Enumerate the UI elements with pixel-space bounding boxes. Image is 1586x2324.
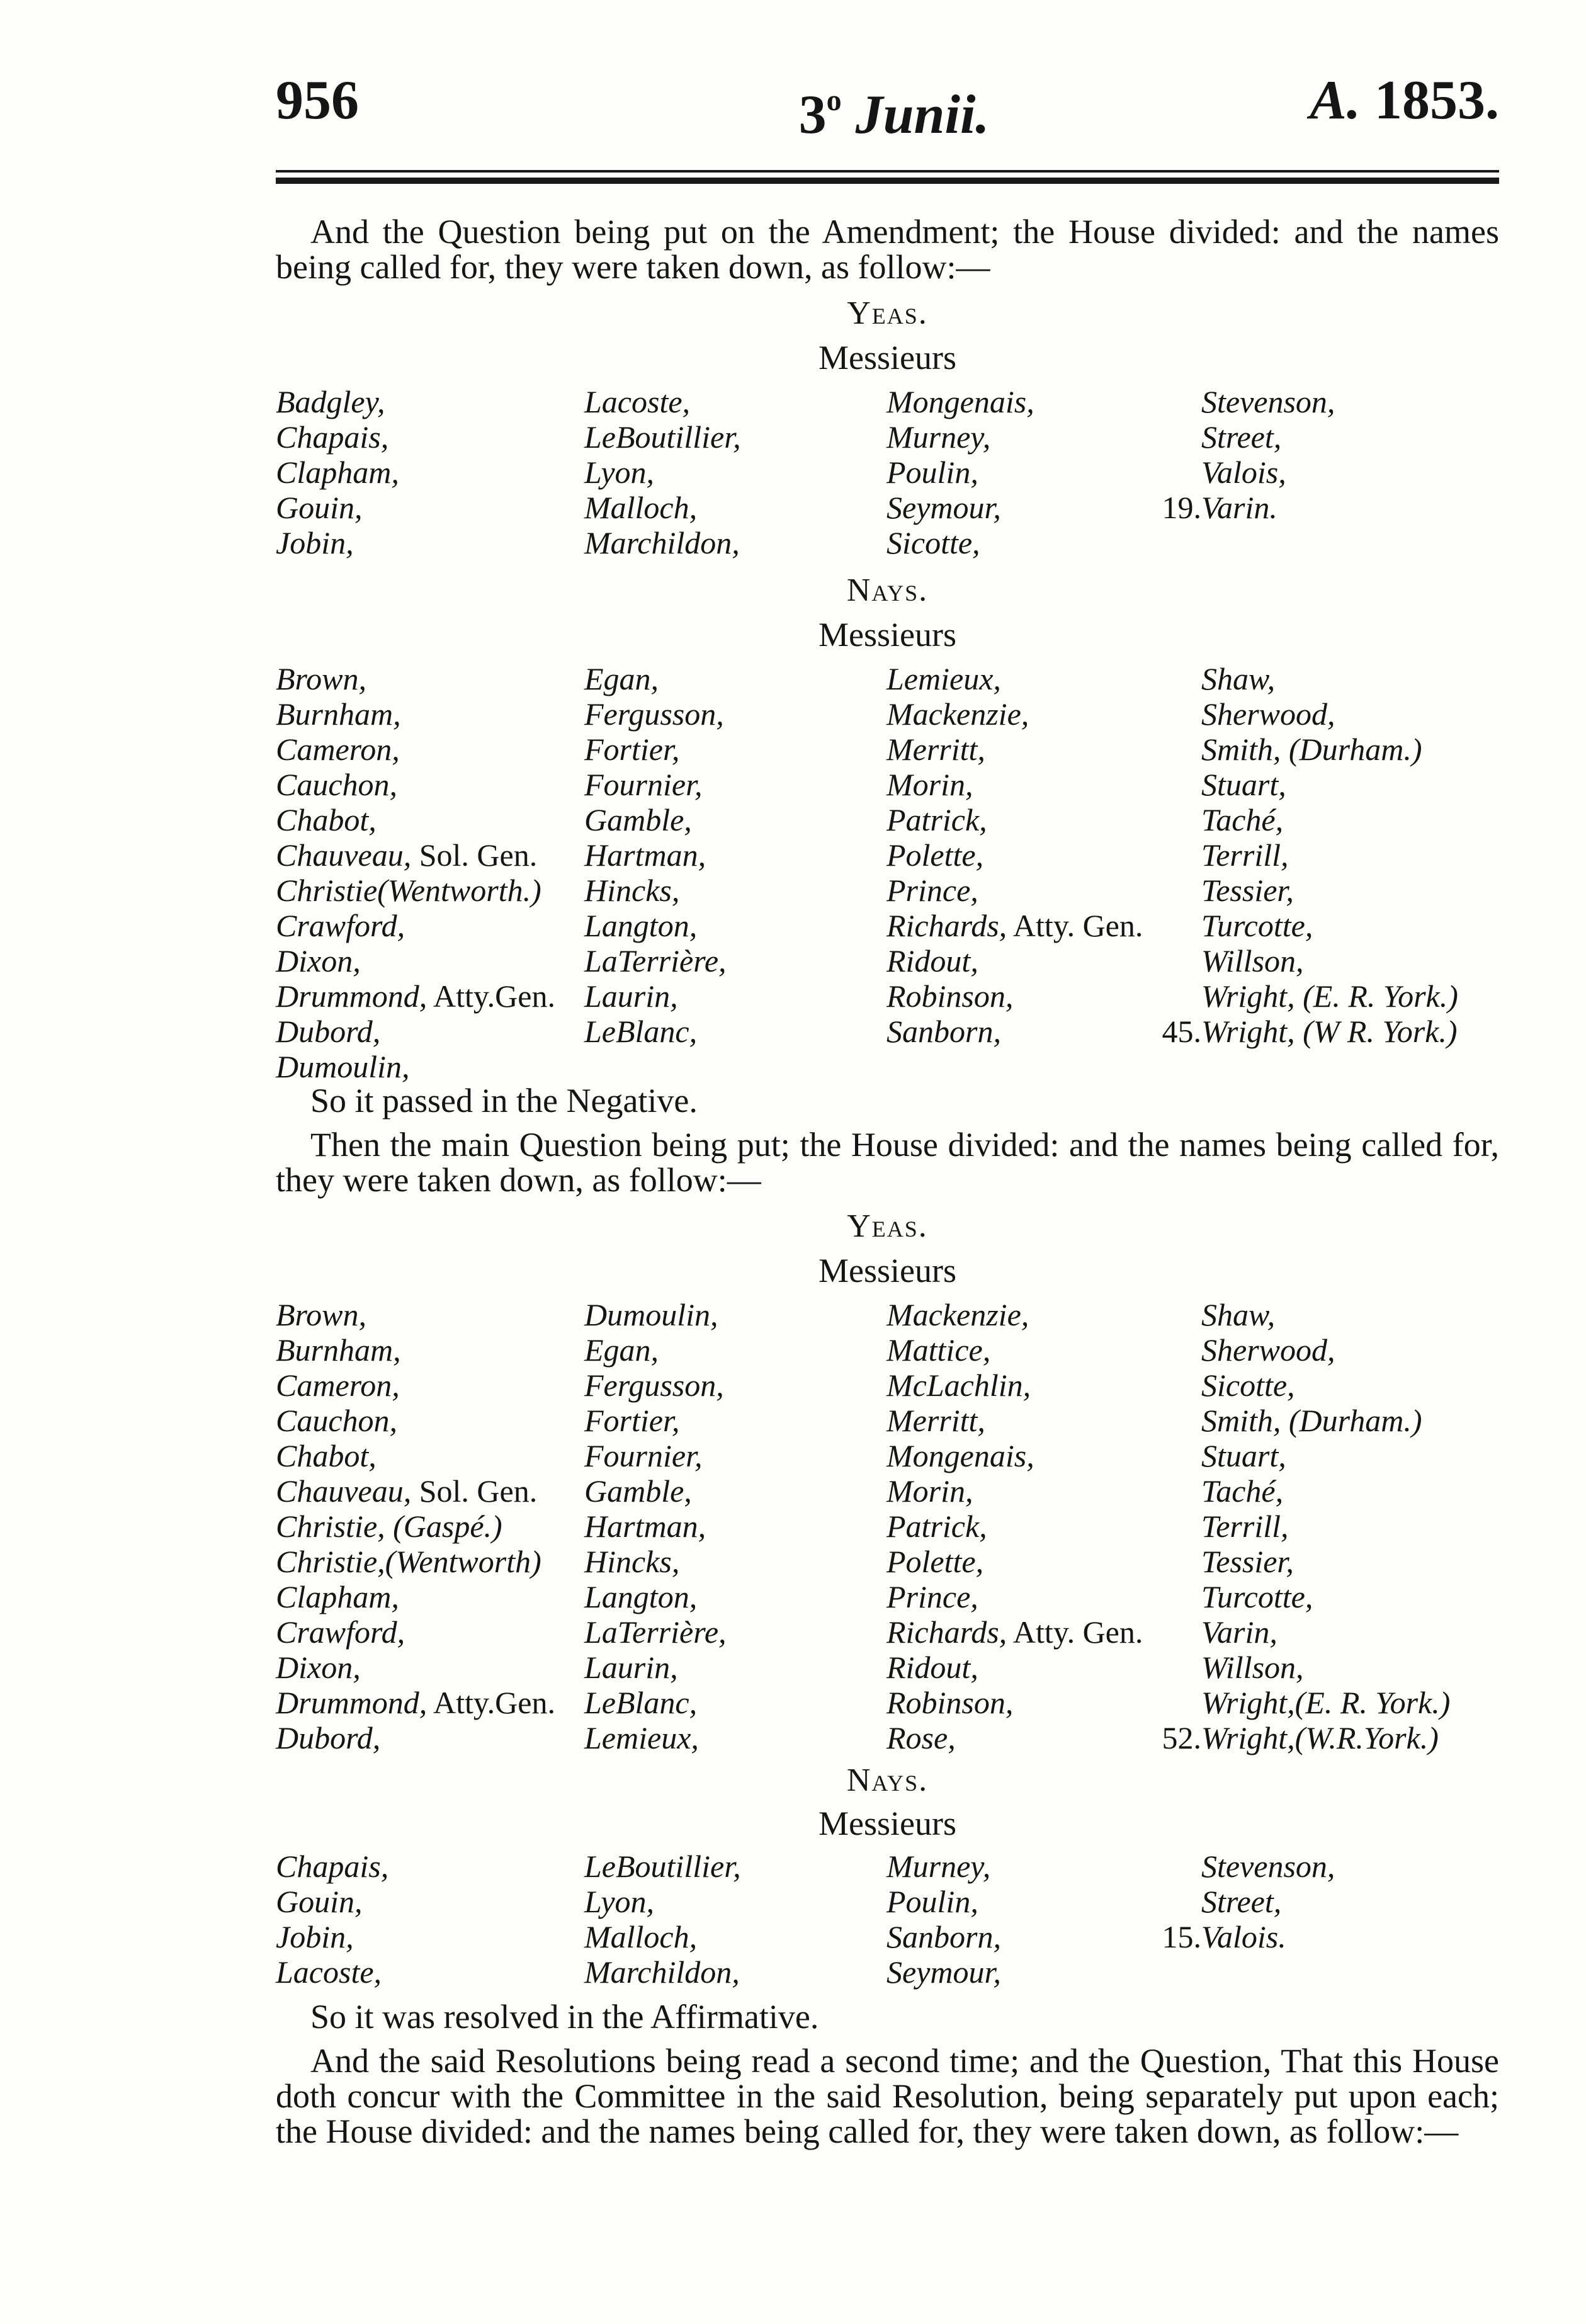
div2-nays-subheading: Messieurs — [818, 1805, 956, 1842]
intro-text-amendment: And the Question being put on the Amendment; the House divided: and the names being called for, they were taken down, as follow:— — [276, 213, 1499, 286]
voter-name: Wright, (E. R. York.) — [1201, 978, 1458, 1014]
voter-column-c2 — [584, 1297, 886, 1755]
voter-name: Fortier, — [584, 732, 680, 767]
voter-name: Mongenais, — [886, 1438, 1034, 1473]
vote-total: 15. — [1162, 1919, 1201, 1954]
office-title: Sol. Gen. — [411, 837, 538, 873]
voter-name: Crawford, — [276, 908, 405, 943]
voter-name: Jobin, — [276, 525, 354, 560]
voter-name: Gouin, — [276, 1884, 363, 1919]
voter-name: Crawford, — [276, 1614, 405, 1650]
voter-name: Egan, — [584, 661, 659, 696]
voter-column-c4 — [1151, 1849, 1504, 1954]
voter-name: Lyon, — [584, 455, 655, 490]
div1-yeas-subheading: Messieurs — [818, 339, 956, 377]
voter-name: Ridout, — [886, 1650, 978, 1685]
voter-name: Smith, (Durham.) — [1201, 1403, 1422, 1438]
vote-total: 19. — [1162, 490, 1201, 525]
voter-name: Hartman, — [584, 1509, 706, 1544]
voter-name: Gamble, — [584, 1473, 692, 1509]
voter-name: Fortier, — [584, 1403, 680, 1438]
voter-name: Stevenson, — [1201, 1849, 1335, 1884]
voter-name: Valois, — [1201, 455, 1286, 490]
voter-column-c1 — [276, 1849, 584, 1990]
voter-column-c4 — [1151, 1297, 1504, 1755]
voter-name: Stevenson, — [1201, 384, 1335, 419]
voter-name: Laurin, — [584, 978, 678, 1014]
voter-name: Badgley, — [276, 384, 385, 419]
voter-name: 52.Wright,(W.R.York.) — [1162, 1720, 1439, 1755]
voter-name: Cameron, — [276, 1368, 400, 1403]
voter-name: Cauchon, — [276, 767, 398, 802]
voter-name: Mackenzie, — [886, 696, 1029, 732]
voter-name: Patrick, — [886, 802, 987, 837]
voter-name: Seymour, — [886, 490, 1001, 525]
voter-name: Merritt, — [886, 1403, 985, 1438]
voter-name: Prince, — [886, 1579, 978, 1614]
voter-name: Hartman, — [584, 837, 706, 873]
voter-name: Robinson, — [886, 1685, 1014, 1720]
office-title: Sol. Gen. — [411, 1473, 538, 1509]
voter-name: McLachlin, — [886, 1368, 1031, 1403]
voter-name: Dubord, — [276, 1720, 381, 1755]
voter-name: Marchildon, — [584, 1954, 740, 1990]
voter-name: Stuart, — [1201, 767, 1286, 802]
voter-name: Lacoste, — [276, 1954, 382, 1990]
voter-name: Terrill, — [1201, 837, 1289, 873]
header-rule-thin — [276, 170, 1499, 173]
voter-name: Fergusson, — [584, 1368, 724, 1403]
div1-result — [276, 1083, 1499, 1118]
voter-column-c2 — [584, 661, 886, 1049]
voter-name: Lacoste, — [584, 384, 691, 419]
voter-name: Shaw, — [1201, 1297, 1276, 1332]
voter-name: Gouin, — [276, 490, 363, 525]
voter-name: Willson, — [1201, 1650, 1304, 1685]
voter-name: Varin, — [1201, 1614, 1277, 1650]
voter-name: Murney, — [886, 1849, 991, 1884]
voter-name: Dixon, — [276, 1650, 361, 1685]
voter-name: Fournier, — [584, 767, 703, 802]
voter-name: 19.Varin. — [1162, 490, 1277, 525]
office-title: Atty.Gen. — [427, 978, 555, 1014]
voter-name: Merritt, — [886, 732, 985, 767]
voter-name: Willson, — [1201, 943, 1304, 978]
intro-text-main-question: Then the main Question being put; the House divided: and the names being called for, they were taken down, as follow:— — [276, 1126, 1499, 1199]
voter-name: LeBoutillier, — [584, 1849, 741, 1884]
office-title: Atty. Gen. — [1007, 908, 1143, 943]
voter-name: Christie, (Gaspé.) — [276, 1509, 502, 1544]
voter-name: Patrick, — [886, 1509, 987, 1544]
voter-name: Brown, — [276, 661, 366, 696]
voter-name: Burnham, — [276, 696, 401, 732]
header-rule-thick — [276, 178, 1499, 184]
voter-column-c1 — [276, 384, 584, 560]
div2-nays-heading: Nays. — [846, 1762, 929, 1798]
page-number: 956 — [276, 70, 359, 131]
voter-name: Chauveau, Sol. Gen. — [276, 837, 538, 873]
voter-name: Cameron, — [276, 732, 400, 767]
voter-name: Jobin, — [276, 1919, 354, 1954]
voter-name: Sanborn, — [886, 1919, 1001, 1954]
voter-name: Terrill, — [1201, 1509, 1289, 1544]
voter-name: Stuart, — [1201, 1438, 1286, 1473]
voter-name: Murney, — [886, 419, 991, 455]
intro-paragraph-amendment — [276, 214, 1499, 285]
voter-name: Mattice, — [886, 1332, 991, 1368]
voter-name: Dubord, — [276, 1014, 381, 1049]
closing-paragraph — [276, 2043, 1499, 2149]
voter-name: Drummond, Atty.Gen. — [276, 978, 555, 1014]
voter-name: Wright,(E. R. York.) — [1201, 1685, 1451, 1720]
voter-name: Malloch, — [584, 490, 698, 525]
voter-name: LaTerrière, — [584, 1614, 727, 1650]
voter-column-c1 — [276, 1297, 584, 1755]
voter-name: Mongenais, — [886, 384, 1034, 419]
voter-name: Lyon, — [584, 1884, 655, 1919]
voter-name: Turcotte, — [1201, 908, 1313, 943]
voter-name: Dumoulin, — [276, 1049, 410, 1084]
voter-name: Turcotte, — [1201, 1579, 1313, 1614]
voter-column-c4 — [1151, 384, 1504, 525]
voter-name: Malloch, — [584, 1919, 698, 1954]
voter-name: Robinson, — [886, 978, 1014, 1014]
voter-name: Langton, — [584, 908, 698, 943]
voter-name: Polette, — [886, 1544, 984, 1579]
voter-name: Shaw, — [1201, 661, 1276, 696]
voter-name: Richards, Atty. Gen. — [886, 908, 1143, 943]
voter-name: Street, — [1201, 1884, 1282, 1919]
voter-name: LeBlanc, — [584, 1014, 698, 1049]
voter-name: 15.Valois. — [1162, 1919, 1286, 1954]
voter-name: Sherwood, — [1201, 1332, 1335, 1368]
voter-name: LeBoutillier, — [584, 419, 741, 455]
voter-name: Sanborn, — [886, 1014, 1001, 1049]
div2-result — [276, 1999, 1499, 2034]
voter-name: Clapham, — [276, 455, 399, 490]
voter-name: Chabot, — [276, 1438, 377, 1473]
voter-name: Sherwood, — [1201, 696, 1335, 732]
voter-name: Chabot, — [276, 802, 377, 837]
voter-name: Prince, — [886, 873, 978, 908]
voter-name: Taché, — [1201, 802, 1284, 837]
div1-result-text: So it passed in the Negative. — [310, 1082, 698, 1119]
year-prefix: A. — [1310, 70, 1361, 131]
voter-name: LaTerrière, — [584, 943, 727, 978]
div1-yeas-heading: Yeas. — [847, 295, 928, 331]
div1-nays-subheading: Messieurs — [818, 616, 956, 654]
voter-name: Rose, — [886, 1720, 956, 1755]
div1-nays-heading: Nays. — [846, 572, 929, 608]
voter-name: Richards, Atty. Gen. — [886, 1614, 1143, 1650]
voter-name: Lemieux, — [886, 661, 1001, 696]
voter-name: Drummond, Atty.Gen. — [276, 1685, 555, 1720]
voter-name: Chauveau, Sol. Gen. — [276, 1473, 538, 1509]
office-title: Atty.Gen. — [427, 1685, 555, 1720]
voter-name: Dixon, — [276, 943, 361, 978]
page-date — [762, 63, 1026, 145]
vote-total: 52. — [1162, 1720, 1201, 1755]
voter-name: Morin, — [886, 1473, 973, 1509]
voter-name: Seymour, — [886, 1954, 1001, 1990]
voter-name: Chapais, — [276, 1849, 389, 1884]
date-ordinal: 3 — [798, 84, 827, 145]
div2-yeas-subheading: Messieurs — [818, 1252, 956, 1290]
closing-text: And the said Resolutions being read a second time; and the Question, That this House doth concur with the Committee in the said Resolution, being separately put upon each; the House divided: and the names being called for, they were taken down, as follow:— — [276, 2042, 1499, 2150]
vote-total: 45. — [1162, 1014, 1201, 1049]
voter-column-c2 — [584, 384, 886, 560]
voter-name: Laurin, — [584, 1650, 678, 1685]
voter-column-c1 — [276, 661, 584, 1084]
voter-column-c2 — [584, 1849, 886, 1990]
voter-name: Street, — [1201, 419, 1282, 455]
voter-name: Mackenzie, — [886, 1297, 1029, 1332]
intro-paragraph-main-question — [276, 1127, 1499, 1198]
voter-name: Burnham, — [276, 1332, 401, 1368]
voter-column-c4 — [1151, 661, 1504, 1049]
voter-name: Clapham, — [276, 1579, 399, 1614]
year-value: 1853. — [1374, 70, 1499, 131]
office-title: Atty. Gen. — [1007, 1614, 1143, 1650]
voter-name: Sicotte, — [886, 525, 980, 560]
voter-name: Hincks, — [584, 873, 680, 908]
div2-yeas-heading: Yeas. — [847, 1208, 928, 1244]
voter-name: Lemieux, — [584, 1720, 699, 1755]
voter-name: Langton, — [584, 1579, 698, 1614]
page-year — [1310, 63, 1499, 139]
voter-name: Marchildon, — [584, 525, 740, 560]
voter-name: Gamble, — [584, 802, 692, 837]
voter-name: Taché, — [1201, 1473, 1284, 1509]
voter-name: Brown, — [276, 1297, 366, 1332]
voter-name: Smith, (Durham.) — [1201, 732, 1422, 767]
voter-name: Chapais, — [276, 419, 389, 455]
date-superscript: o — [826, 84, 842, 117]
voter-name: Hincks, — [584, 1544, 680, 1579]
voter-name: Cauchon, — [276, 1403, 398, 1438]
voter-name: Egan, — [584, 1332, 659, 1368]
voter-name: Fergusson, — [584, 696, 724, 732]
voter-name: Ridout, — [886, 943, 978, 978]
voter-name: Dumoulin, — [584, 1297, 718, 1332]
voter-name: Poulin, — [886, 1884, 978, 1919]
voter-name: Tessier, — [1201, 873, 1294, 908]
div2-result-text: So it was resolved in the Affirmative. — [310, 1998, 819, 2036]
voter-name: 45.Wright, (W R. York.) — [1162, 1014, 1458, 1049]
voter-name: Christie(Wentworth.) — [276, 873, 541, 908]
date-month: Junii. — [855, 84, 990, 145]
voter-name: LeBlanc, — [584, 1685, 698, 1720]
voter-name: Christie,(Wentworth) — [276, 1544, 541, 1579]
voter-name: Poulin, — [886, 455, 978, 490]
voter-name: Sicotte, — [1201, 1368, 1295, 1403]
voter-name: Morin, — [886, 767, 973, 802]
voter-name: Polette, — [886, 837, 984, 873]
voter-name: Fournier, — [584, 1438, 703, 1473]
voter-name: Tessier, — [1201, 1544, 1294, 1579]
